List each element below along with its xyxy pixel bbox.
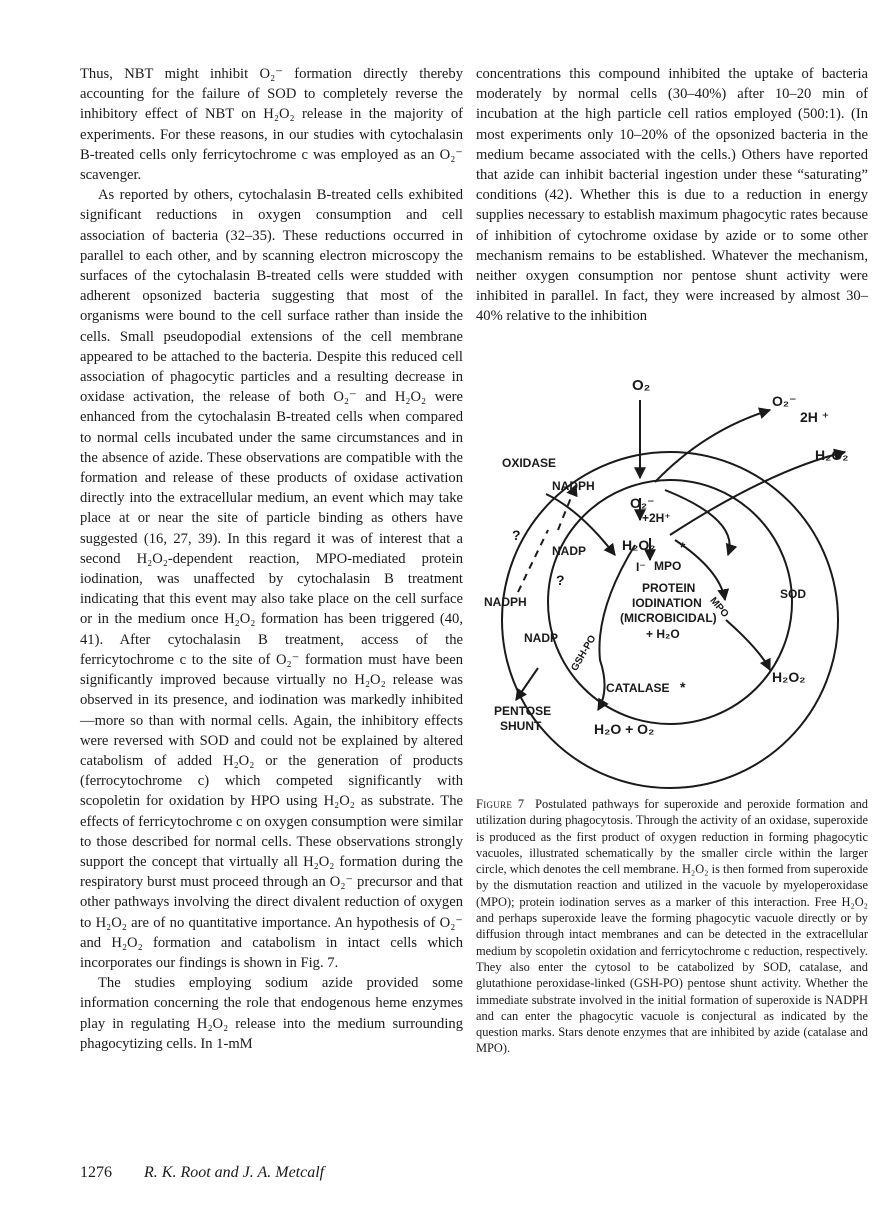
figure-7-diagram xyxy=(470,370,870,790)
label-catalase: CATALASE xyxy=(606,681,670,695)
label-microbicidal: (MICROBICIDAL) xyxy=(620,611,717,625)
caption-text: Postulated pathways for superoxide and peroxide formation and utilization during phagocytosis. Through the activity of an oxidase, superoxide is produced as the first product of oxygen reduction in forming phagocytic vacuoles, illustrated schematically by the smaller circle within the larger circle, which denotes the cell membrane. H₂O₂ is then formed from superoxide by the dismutation reaction and utilized in the vacuole by myeloperoxidase (MPO); protein iodination serves as a marker of this interaction. Free H₂O₂ and perhaps superoxide leave the forming phagocytic vacuole directly or by diffusion through intact membranes and can be detected in the extracellular medium by scopoletin oxidation and ferricytochrome c reduction, respectively. They also enter the cytosol to be catabolized by SOD, catalase, and glutathione peroxidase-linked (GSH-PO) pentose shunt activity. Whether the immediate substrate involved in the initial formation of superoxide is NADPH and can enter the phagocytic vacuole is conjectural as indicated by the question marks. Stars denote enzymes that are inhibited by azide (catalase and MPO). xyxy=(476,797,868,1056)
label-protein: PROTEIN xyxy=(642,581,696,595)
label-h2o2-out-top: H₂O₂ xyxy=(815,447,849,463)
figure-label: Figure 7 xyxy=(476,797,525,811)
label-question-mark-2: ? xyxy=(556,572,565,588)
label-plus-h2o: + H₂O xyxy=(646,627,680,641)
label-question-mark-1: ? xyxy=(512,527,521,543)
label-pentose: PENTOSE xyxy=(494,704,552,718)
label-o2-top: O₂ xyxy=(632,377,651,394)
label-nadp-lower: NADP xyxy=(524,631,559,645)
label-nadph-outer: NADPH xyxy=(484,595,527,609)
label-star-2: * xyxy=(680,679,686,695)
page-number: 1276 xyxy=(80,1164,112,1181)
label-nadp-upper: NADP xyxy=(552,544,587,558)
label-h2o2-right: H₂O₂ xyxy=(772,669,806,685)
label-shunt: SHUNT xyxy=(500,719,542,733)
left-paragraph-2: As reported by others, cytochalasin B-treated cells exhibited significant reductions in oxygen consumption and cell association of bacteria (32–35). These reductions occurred in parallel to each other, and by scanning electron microscopy the surfaces of the cytochalasin B-treated cells were studded with adherent opsonized bacteria suggesting that most of the organisms were bound to the cell surface rather than inside the cells. Small pseudopodial extensions of the cell membrane appeared to be attached to the bacteria. Despite this reduced cell association of phagocytic particles and a resulting decrease in oxidase activation, the release of both O₂⁻ and H₂O₂ were enhanced from the cytochalasin B-treated cells when compared to normal cells incubated under the same circumstances and in the absence of azide. These observations are compatible with the formation and release of these products of oxidase activation directly into the extracellular medium, an event which may take place at or near the site of particle binding as others have suggested (16, 27, 39). In this regard it was of interest that a second H₂O₂-dependent reaction, MPO-mediated protein iodination, was unaffected by cytochalasin B treatment indicating that this event may also take place on the cell surface or in the medium once H₂O₂ formation has been triggered (40, 41). After cytochalasin B treatment, access of the ferricytochrome c to the site of O₂⁻ formation must have been significantly improved because virtually no H₂O₂ release was observed in its presence, and iodination was markedly inhibited—more so than with normal cells. Again, the inhibitory effects were reversed with SOD and could not be explained by altered catabolism of added H₂O₂ or the generation of products (ferrocytochrome c) which competed significantly with scopoletin for oxidation by HPO using H₂O₂ as substrate. The effects of ferricytochrome c on oxygen consumption were similar to those described for normal cells. These observations strongly support the concept that virtually all H₂O₂ formation during the respiratory burst must proceed through an O₂⁻ precursor and that other pathways involving the direct divalent reduction of oxygen to H₂O₂ are of no quantitative importance. An hypothesis of O₂⁻ and H₂O₂ formation and catabolism in intact cells which incorporates our findings is shown in Fig. 7. xyxy=(80,187,463,971)
label-nadph-inner: NADPH xyxy=(552,479,595,493)
label-iodide: I⁻ xyxy=(636,560,646,574)
label-mpo-arc: MPO xyxy=(707,595,731,620)
label-mpo-box: MPO xyxy=(654,559,682,573)
right-text-column xyxy=(476,64,868,327)
label-plus-2h-in: +2H⁺ xyxy=(642,511,671,525)
label-gsh-po: GSH-PO xyxy=(569,633,599,674)
label-sod: SOD xyxy=(780,587,807,601)
arrow-nadp-to-pentose xyxy=(516,668,538,700)
running-authors: R. K. Root and J. A. Metcalf xyxy=(144,1164,325,1181)
arrow-h2o2-out-top xyxy=(670,452,845,535)
label-o2-radical-in: O₂⁻ xyxy=(630,495,655,511)
label-h2o-o2: H₂O + O₂ xyxy=(594,721,655,737)
page-footer xyxy=(80,1164,324,1182)
figure-caption xyxy=(476,796,868,1057)
label-o2-radical-out: O₂⁻ xyxy=(772,393,797,409)
label-iodination: IODINATION xyxy=(632,596,702,610)
left-paragraph-3: The studies employing sodium azide provided some information concerning the role that endogenous heme enzymes play in regulating H₂O₂ release into the medium surrounding phagocytizing cells. In 1-mM xyxy=(80,975,463,1052)
left-paragraph-1: Thus, NBT might inhibit O₂⁻ formation directly thereby accounting for the failure of SOD to completely reverse the inhibitory effect of NBT on H₂O₂ release in the majority of experiments. For these reasons, in our studies with cytochalasin B-treated cells only ferricytochrome c was employed as an O₂⁻ scavenger. xyxy=(80,66,463,184)
label-2h-out: 2H ⁺ xyxy=(800,409,830,425)
right-paragraph-1: concentrations this compound inhibited the uptake of bacteria moderately by normal cells (30–40%) after 10–20 min of incubation at the high particle cell ratios employed (500:1). (In most experiments only 10–20% of the opsonized bacteria in the medium became associated with the cells.) Others have reported that azide can inhibit bacterial ingestion under these “saturating” conditions (42). Whether this is due to a reduction in energy supplies necessary to establish maximum phagocytic rates because of inhibition of cytochrome oxidase by azide or to some other mechanism remains to be established. Whatever the mechanism, neither oxygen consumption nor pentose shunt activity were inhibited in parallel. In fact, they were increased by almost 30–40% relative to the inhibition xyxy=(476,66,868,325)
label-star-1: * xyxy=(680,539,686,555)
left-text-column xyxy=(80,64,463,1054)
arrow-o2-radical-out xyxy=(655,410,770,482)
label-oxidase: OXIDASE xyxy=(502,456,557,470)
arrow-to-h2o2-right xyxy=(726,620,770,670)
arrow-o2-radical-to-sod xyxy=(665,490,730,555)
label-h2o2-in: H₂O₂ xyxy=(622,537,656,553)
